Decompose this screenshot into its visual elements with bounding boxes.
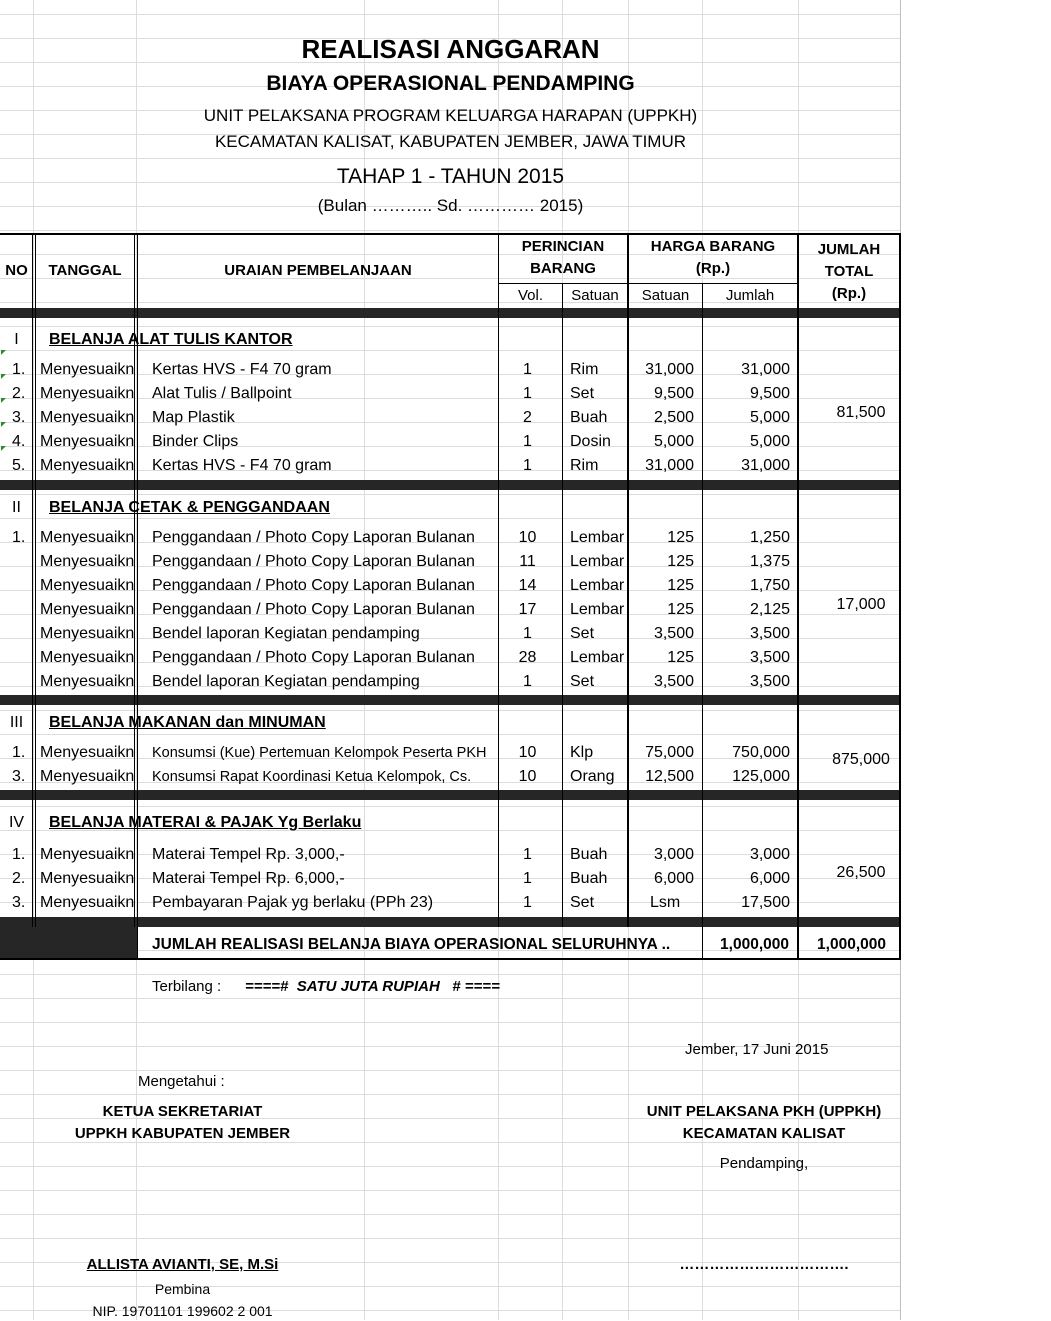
row-no: 5. (12, 457, 26, 474)
header-divider (0, 308, 901, 318)
row-satuan: Rim (570, 457, 599, 474)
row-tanggal: Menyesuaikn (40, 744, 135, 761)
row-uraian: Penggandaan / Photo Copy Laporan Bulanan (152, 529, 475, 546)
row-no: 1. (12, 744, 26, 761)
section-title: BELANJA ALAT TULIS KANTOR (49, 331, 293, 348)
section-number: II (12, 499, 21, 516)
row-no: 4. (12, 433, 26, 450)
section-divider-2 (0, 695, 901, 705)
row-harga: 3,000 (653, 846, 694, 863)
signature-date: Jember, 17 Juni 2015 (685, 1041, 829, 1058)
col-no: NO (5, 262, 28, 279)
right-role: Pendamping, (719, 1155, 809, 1172)
row-harga: 3,500 (653, 673, 694, 690)
row-jumlah: 31,000 (741, 457, 790, 474)
col-perincian-1: PERINCIAN (521, 238, 605, 255)
summary-dark-block (0, 927, 137, 958)
table-top-border (0, 233, 901, 235)
row-vol: 1 (523, 385, 532, 402)
row-vol: 1 (523, 846, 532, 863)
period: (Bulan ……….. Sd. ………… 2015) (317, 196, 584, 215)
col-total-2: TOTAL (824, 263, 874, 280)
row-no: 3. (12, 768, 26, 785)
row-harga: 125 (667, 577, 694, 594)
row-satuan: Dosin (570, 433, 611, 450)
vline-vol (562, 284, 563, 927)
row-no: 2. (12, 385, 26, 402)
row-harga: 125 (667, 649, 694, 666)
section-title: BELANJA MATERAI & PAJAK Yg Berlaku (49, 814, 362, 831)
row-uraian: Materai Tempel Rp. 3,000,- (152, 846, 345, 863)
row-tanggal: Menyesuaikn (40, 553, 135, 570)
col-vol: Vol. (517, 287, 544, 304)
row-satuan: Buah (570, 870, 608, 887)
row-satuan: Klp (570, 744, 594, 761)
row-vol: 10 (518, 768, 537, 785)
row-vol: 1 (523, 625, 532, 642)
section-total: 81,500 (836, 404, 886, 421)
row-harga: 9,500 (653, 385, 694, 402)
left-title-1: KETUA SEKRETARIAT (102, 1103, 263, 1120)
row-vol: 10 (518, 529, 537, 546)
row-jumlah: 3,500 (749, 625, 790, 642)
row-vol: 1 (523, 361, 532, 378)
left-signatory-name: ALLISTA AVIANTI, SE, M.Si (86, 1256, 279, 1273)
row-jumlah: 5,000 (749, 409, 790, 426)
col-uraian: URAIAN PEMBELANJAAN (224, 262, 412, 279)
right-title-2: KECAMATAN KALISAT (682, 1125, 846, 1142)
row-jumlah: 750,000 (732, 744, 790, 761)
row-uraian: Pembayaran Pajak yg berlaku (PPh 23) (152, 894, 434, 911)
section-divider-4 (0, 917, 901, 927)
row-jumlah: 1,375 (749, 553, 790, 570)
row-uraian: Penggandaan / Photo Copy Laporan Bulanan (152, 649, 475, 666)
mengetahui-label: Mengetahui : (138, 1073, 225, 1090)
row-tanggal: Menyesuaikn (40, 768, 135, 785)
row-harga: 75,000 (645, 744, 694, 761)
row-jumlah: 1,750 (749, 577, 790, 594)
row-uraian: Konsumsi Rapat Koordinasi Ketua Kelompok, Cs. (152, 769, 472, 785)
row-satuan: Lembar (570, 601, 625, 618)
col-tanggal: TANGGAL (48, 262, 122, 279)
col-harga-satuan: Satuan (641, 287, 690, 304)
section-divider-1 (0, 480, 901, 490)
col-harga-1: HARGA BARANG (650, 238, 776, 255)
row-vol: 28 (518, 649, 537, 666)
row-satuan: Set (570, 673, 595, 690)
row-tanggal: Menyesuaikn (40, 870, 135, 887)
row-no: 1. (12, 529, 26, 546)
table-bottom-border (0, 958, 901, 960)
col-perincian-2: BARANG (530, 260, 596, 277)
report-subtitle: BIAYA OPERASIONAL PENDAMPING (266, 72, 635, 95)
section-title: BELANJA CETAK & PENGGANDAAN (49, 499, 330, 516)
row-jumlah: 2,125 (749, 601, 790, 618)
section-total: 26,500 (836, 864, 886, 881)
row-harga: 31,000 (645, 457, 694, 474)
report-title: REALISASI ANGGARAN (301, 34, 600, 64)
section-title: BELANJA MAKANAN dan MINUMAN (49, 714, 326, 731)
row-tanggal: Menyesuaikn (40, 625, 135, 642)
terbilang-label: Terbilang : (152, 978, 222, 995)
row-uraian: Penggandaan / Photo Copy Laporan Bulanan (152, 601, 475, 618)
section-number: I (14, 331, 19, 348)
row-tanggal: Menyesuaikn (40, 846, 135, 863)
row-vol: 11 (519, 553, 536, 570)
row-satuan: Set (570, 625, 595, 642)
row-harga: 12,500 (645, 768, 694, 785)
row-harga: 125 (667, 529, 694, 546)
terbilang-value: ====# SATU JUTA RUPIAH # ==== (245, 978, 500, 995)
row-harga: 3,500 (653, 625, 694, 642)
section-number: III (9, 714, 24, 731)
row-harga: 6,000 (653, 870, 694, 887)
row-uraian: Map Plastik (152, 409, 235, 426)
row-no: 1. (12, 846, 26, 863)
vline-no-b (35, 235, 36, 927)
row-satuan: Set (570, 385, 595, 402)
section-number: IV (8, 814, 25, 831)
right-signatory-name: ……………………………. (679, 1256, 849, 1273)
row-vol: 1 (523, 673, 532, 690)
row-harga: 125 (667, 553, 694, 570)
left-title-2: UPPKH KABUPATEN JEMBER (74, 1125, 291, 1142)
row-uraian: Kertas HVS - F4 70 gram (152, 457, 332, 474)
row-jumlah: 9,500 (749, 385, 790, 402)
row-jumlah: 3,000 (749, 846, 790, 863)
row-vol: 1 (523, 457, 532, 474)
row-satuan: Rim (570, 361, 599, 378)
col-total-3: (Rp.) (831, 285, 867, 302)
row-vol: 1 (523, 894, 532, 911)
section-divider-3 (0, 790, 901, 800)
row-satuan: Lembar (570, 577, 625, 594)
row-tanggal: Menyesuaikn (40, 894, 135, 911)
row-tanggal: Menyesuaikn (40, 601, 135, 618)
row-jumlah: 1,250 (749, 529, 790, 546)
row-uraian: Binder Clips (152, 433, 239, 450)
row-harga: 31,000 (645, 361, 694, 378)
summary-jumlah: 1,000,000 (720, 936, 789, 953)
row-satuan: Orang (570, 768, 615, 785)
row-uraian: Penggandaan / Photo Copy Laporan Bulanan (152, 577, 475, 594)
location: KECAMATAN KALISAT, KABUPATEN JEMBER, JAWA TIMUR (214, 132, 687, 151)
row-satuan: Set (570, 894, 595, 911)
row-tanggal: Menyesuaikn (40, 577, 135, 594)
cell-comment-marker (1, 422, 6, 427)
section-total: 17,000 (836, 596, 886, 613)
unit-name: UNIT PELAKSANA PROGRAM KELUARGA HARAPAN (UPPKH) (203, 106, 698, 125)
row-jumlah: 17,500 (741, 894, 790, 911)
row-vol: 14 (518, 577, 537, 594)
summary-label: JUMLAH REALISASI BELANJA BIAYA OPERASIONAL SELURUHNYA .. (152, 936, 671, 953)
row-tanggal: Menyesuaikn (40, 361, 135, 378)
right-title-1: UNIT PELAKSANA PKH (UPPKH) (646, 1103, 882, 1120)
left-signatory-nip: NIP. 19701101 199602 2 001 (92, 1303, 273, 1319)
row-tanggal: Menyesuaikn (40, 649, 135, 666)
row-harga: Lsm (650, 894, 681, 911)
row-no: 3. (12, 409, 26, 426)
row-uraian: Penggandaan / Photo Copy Laporan Bulanan (152, 553, 475, 570)
row-uraian: Alat Tulis / Ballpoint (152, 385, 292, 402)
row-tanggal: Menyesuaikn (40, 385, 135, 402)
row-jumlah: 31,000 (741, 361, 790, 378)
row-jumlah: 5,000 (749, 433, 790, 450)
row-jumlah: 3,500 (749, 673, 790, 690)
row-uraian: Konsumsi (Kue) Pertemuan Kelompok Peserta PKH (152, 745, 487, 761)
row-vol: 1 (523, 870, 532, 887)
stage: TAHAP 1 - TAHUN 2015 (336, 165, 565, 188)
row-no: 1. (12, 361, 26, 378)
row-uraian: Bendel laporan Kegiatan pendamping (152, 673, 420, 690)
row-harga: 2,500 (653, 409, 694, 426)
row-vol: 10 (518, 744, 537, 761)
row-vol: 2 (523, 409, 532, 426)
row-jumlah: 6,000 (749, 870, 790, 887)
row-no: 3. (12, 894, 26, 911)
cell-comment-marker (1, 398, 6, 403)
row-tanggal: Menyesuaikn (40, 409, 135, 426)
col-harga-2: (Rp.) (695, 260, 731, 277)
row-satuan: Lembar (570, 649, 625, 666)
col-jumlah: Jumlah (725, 287, 775, 304)
summary-total: 1,000,000 (817, 936, 886, 953)
row-uraian: Bendel laporan Kegiatan pendamping (152, 625, 420, 642)
row-uraian: Kertas HVS - F4 70 gram (152, 361, 332, 378)
row-tanggal: Menyesuaikn (40, 673, 135, 690)
row-tanggal: Menyesuaikn (40, 529, 135, 546)
row-vol: 1 (523, 433, 532, 450)
col-total-1: JUMLAH (817, 241, 881, 258)
cell-comment-marker (1, 350, 6, 355)
row-tanggal: Menyesuaikn (40, 457, 135, 474)
row-harga: 5,000 (653, 433, 694, 450)
row-uraian: Materai Tempel Rp. 6,000,- (152, 870, 345, 887)
row-no: 2. (12, 870, 26, 887)
subheader-line (499, 283, 797, 284)
row-satuan: Buah (570, 846, 608, 863)
section-total: 875,000 (832, 751, 890, 768)
cell-comment-marker (1, 446, 6, 451)
row-satuan: Buah (570, 409, 608, 426)
row-jumlah: 3,500 (749, 649, 790, 666)
left-signatory-rank: Pembina (154, 1281, 211, 1297)
cell-comment-marker (1, 374, 6, 379)
row-satuan: Lembar (570, 553, 625, 570)
col-satuan: Satuan (571, 287, 619, 304)
row-vol: 17 (518, 601, 537, 618)
row-tanggal: Menyesuaikn (40, 433, 135, 450)
row-jumlah: 125,000 (732, 768, 790, 785)
row-harga: 125 (667, 601, 694, 618)
row-satuan: Lembar (570, 529, 625, 546)
